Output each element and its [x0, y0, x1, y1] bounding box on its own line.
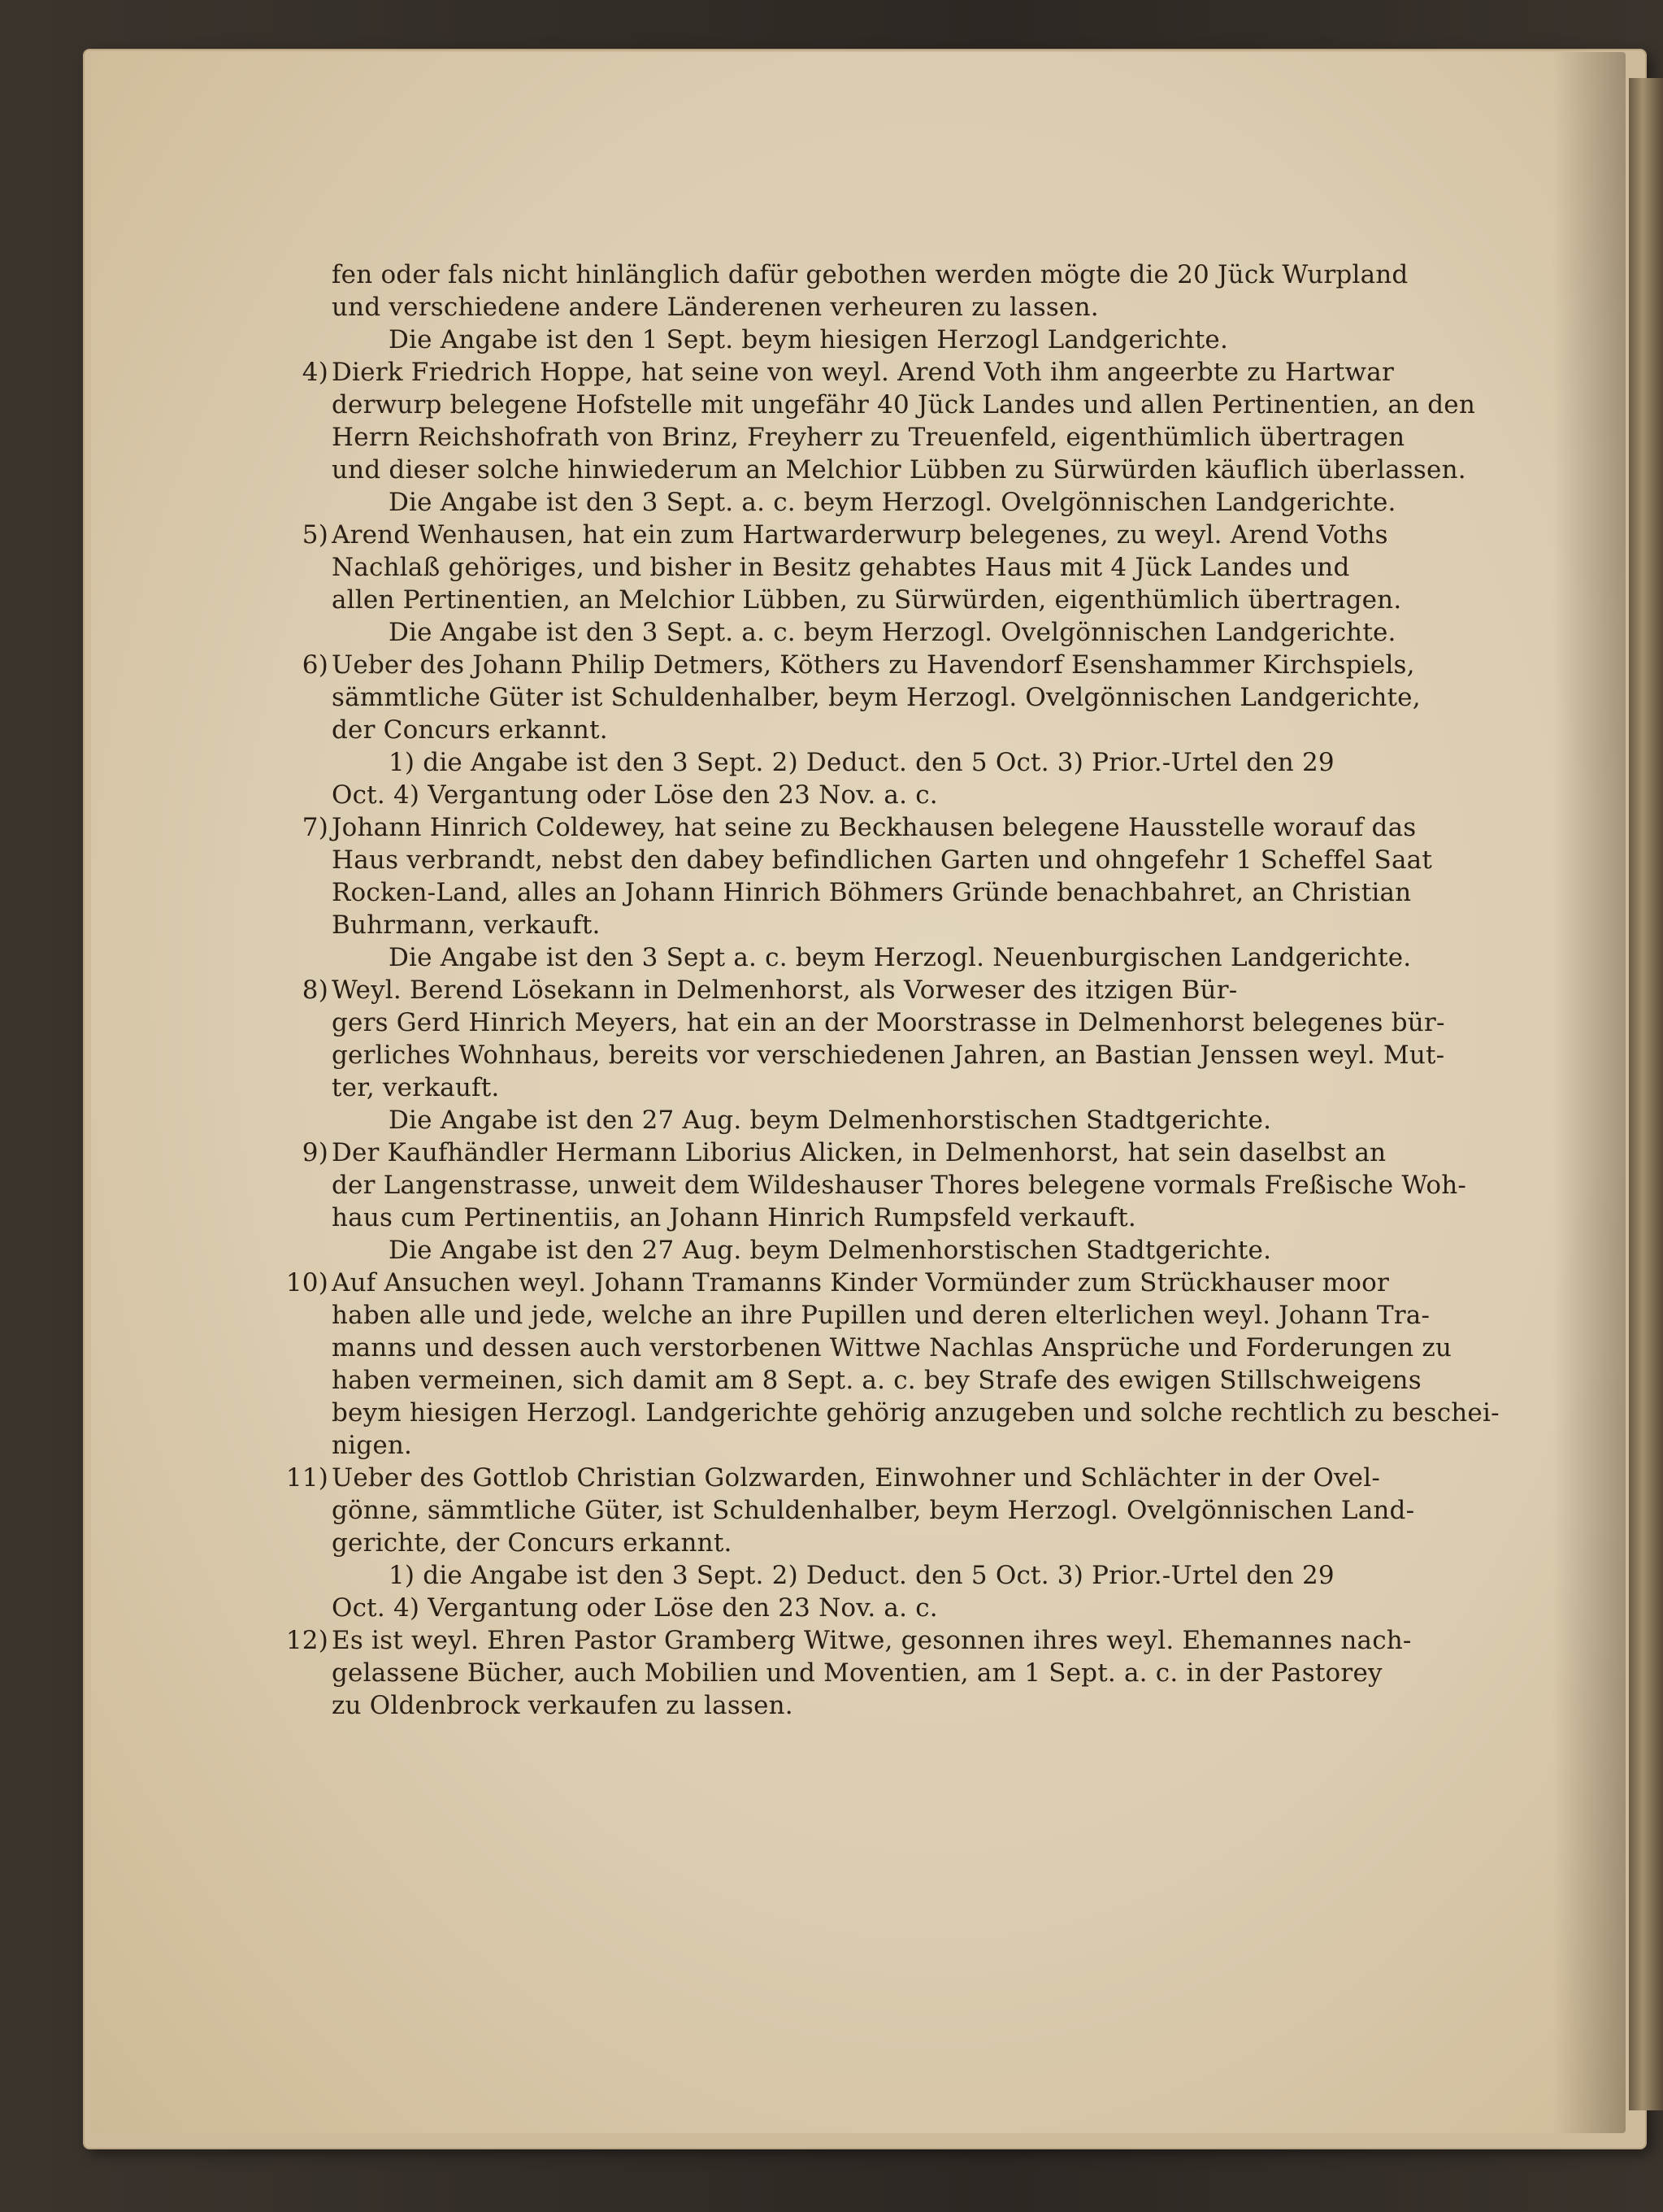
line-text: fen oder fals nicht hinlänglich dafür gebothen werden mögte die 20 Jück Wurpland — [332, 260, 1409, 289]
entry-number: 4) — [302, 358, 328, 387]
line-text: beym hiesigen Herzogl. Landgerichte gehörig anzugeben und solche rechtlich zu beschei- — [332, 1398, 1500, 1428]
text-line — [332, 876, 1567, 909]
line-text: Dierk Friedrich Hoppe, hat seine von weyl. Arend Voth ihm angeerbte zu Hartwar — [332, 358, 1394, 387]
line-text: und dieser solche hinwiederum an Melchior Lübben zu Sürwürden käuflich überlassen. — [332, 455, 1466, 485]
text-line — [332, 779, 1567, 811]
text-line — [332, 486, 1567, 519]
line-text: Ueber des Johann Philip Detmers, Köthers zu Havendorf Esenshammer Kirchspiels, — [332, 650, 1415, 680]
line-text: haben vermeinen, sich damit am 8 Sept. a. c. bey Strafe des ewigen Stillschweigens — [332, 1366, 1422, 1395]
line-text: gönne, sämmtliche Güter, ist Schuldenhalber, beym Herzogl. Ovelgönnischen Land- — [332, 1496, 1415, 1525]
text-line — [332, 1332, 1567, 1364]
text-line — [302, 356, 1567, 389]
text-line — [332, 454, 1567, 486]
line-text: Es ist weyl. Ehren Pastor Gramberg Witwe, gesonnen ihres weyl. Ehemannes nach- — [332, 1626, 1412, 1655]
text-line — [332, 291, 1567, 324]
line-text: ter, verkauft. — [332, 1073, 500, 1102]
text-line — [332, 1006, 1567, 1039]
line-text: Die Angabe ist den 27 Aug. beym Delmenhorstischen Stadtgerichte. — [389, 1236, 1272, 1265]
text-line — [332, 389, 1567, 421]
line-text: Auf Ansuchen weyl. Johann Tramanns Kinder Vormünder zum Strückhauser moor — [332, 1268, 1390, 1297]
line-text: und verschiedene andere Länderenen verheuren zu lassen. — [332, 293, 1099, 322]
line-text: Haus verbrandt, nebst den dabey befindlichen Garten und ohngefehr 1 Scheffel Saat — [332, 845, 1432, 875]
text-line — [332, 681, 1567, 714]
text-line — [332, 324, 1567, 356]
text-line — [332, 941, 1567, 974]
text-line — [332, 259, 1567, 291]
text-line — [332, 714, 1567, 746]
line-text: allen Pertinentien, an Melchior Lübben, zu Sürwürden, eigenthümlich übertragen. — [332, 585, 1402, 615]
text-line — [332, 1234, 1567, 1267]
line-text: Arend Wenhausen, hat ein zum Hartwarderwurp belegenes, zu weyl. Arend Voths — [332, 520, 1388, 550]
entry-number: 10) — [285, 1268, 328, 1297]
line-text: der Concurs erkannt. — [332, 715, 608, 745]
line-text: Nachlaß gehöriges, und bisher in Besitz gehabtes Haus mit 4 Jück Landes und — [332, 553, 1350, 582]
text-line — [285, 1462, 1567, 1494]
text-line — [332, 844, 1567, 876]
text-line — [332, 1689, 1567, 1722]
line-text: Die Angabe ist den 27 Aug. beym Delmenhorstischen Stadtgerichte. — [389, 1106, 1272, 1135]
entry-number: 5) — [302, 520, 328, 550]
line-text: 1) die Angabe ist den 3 Sept. 2) Deduct. den 5 Oct. 3) Prior.-Urtel den 29 — [389, 1561, 1335, 1590]
line-text: Oct. 4) Vergantung oder Löse den 23 Nov. a. c. — [332, 1593, 938, 1623]
entry-number: 12) — [285, 1626, 328, 1655]
text-line — [285, 1624, 1567, 1657]
line-text: Oct. 4) Vergantung oder Löse den 23 Nov. a. c. — [332, 780, 938, 810]
line-text: haben alle und jede, welche an ihre Pupillen und deren elterlichen weyl. Johann Tra- — [332, 1301, 1431, 1330]
text-line — [332, 1494, 1567, 1527]
text-line — [332, 1104, 1567, 1136]
text-line — [332, 909, 1567, 941]
text-line — [332, 1039, 1567, 1071]
text-line — [332, 1202, 1567, 1234]
text-line — [302, 649, 1567, 681]
text-line — [332, 616, 1567, 649]
line-text: Die Angabe ist den 3 Sept a. c. beym Herzogl. Neuenburgischen Landgerichte. — [389, 943, 1412, 972]
text-line — [332, 1169, 1567, 1202]
line-text: gelassene Bücher, auch Mobilien und Moventien, am 1 Sept. a. c. in der Pastorey — [332, 1658, 1383, 1688]
text-line — [332, 1657, 1567, 1689]
text-line — [332, 551, 1567, 584]
line-text: gerichte, der Concurs erkannt. — [332, 1528, 732, 1558]
text-line — [332, 1559, 1567, 1592]
text-line — [332, 421, 1567, 454]
line-text: gers Gerd Hinrich Meyers, hat ein an der Moorstrasse in Delmenhorst belegenes bür- — [332, 1008, 1445, 1037]
text-line — [332, 1299, 1567, 1332]
text-line — [302, 974, 1567, 1006]
text-line — [332, 1527, 1567, 1559]
text-line — [332, 584, 1567, 616]
line-text: Johann Hinrich Coldewey, hat seine zu Beckhausen belegene Hausstelle worauf das — [332, 813, 1417, 842]
text-line — [302, 811, 1567, 844]
line-text: Buhrmann, verkauft. — [332, 910, 601, 940]
line-text: Der Kaufhändler Hermann Liborius Alicken, in Delmenhorst, hat sein daselbst an — [332, 1138, 1387, 1167]
text-line — [332, 1397, 1567, 1429]
entry-number: 6) — [302, 650, 328, 680]
line-text: derwurp belegene Hofstelle mit ungefähr 40 Jück Landes und allen Pertinentien, an den — [332, 390, 1475, 419]
line-text: sämmtliche Güter ist Schuldenhalber, beym Herzogl. Ovelgönnischen Landgerichte, — [332, 683, 1421, 712]
line-text: Herrn Reichshofrath von Brinz, Freyherr zu Treuenfeld, eigenthümlich übertragen — [332, 423, 1405, 452]
line-text: Die Angabe ist den 3 Sept. a. c. beym Herzogl. Ovelgönnischen Landgerichte. — [389, 488, 1396, 517]
entry-number: 8) — [302, 976, 328, 1005]
line-text: der Langenstrasse, unweit dem Wildeshauser Thores belegene vormals Freßische Woh- — [332, 1171, 1467, 1200]
text-line — [302, 1136, 1567, 1169]
line-text: 1) die Angabe ist den 3 Sept. 2) Deduct. den 5 Oct. 3) Prior.-Urtel den 29 — [389, 748, 1335, 777]
line-text: manns und dessen auch verstorbenen Wittwe Nachlas Ansprüche und Forderungen zu — [332, 1333, 1452, 1362]
text-line — [332, 1364, 1567, 1397]
book-edge — [1629, 78, 1663, 2110]
entry-number: 7) — [302, 813, 328, 842]
line-text: Die Angabe ist den 1 Sept. beym hiesigen Herzogl Landgerichte. — [389, 325, 1229, 354]
entry-number: 11) — [285, 1463, 328, 1493]
line-text: nigen. — [332, 1431, 413, 1460]
text-line — [332, 746, 1567, 779]
line-text: haus cum Pertinentiis, an Johann Hinrich Rumpsfeld verkauft. — [332, 1203, 1136, 1232]
line-text: Weyl. Berend Lösekann in Delmenhorst, als Vorweser des itzigen Bür- — [332, 976, 1238, 1005]
document-text — [285, 259, 1567, 1722]
line-text: Die Angabe ist den 3 Sept. a. c. beym Herzogl. Ovelgönnischen Landgerichte. — [389, 618, 1396, 647]
line-text: Rocken-Land, alles an Johann Hinrich Böhmers Gründe benachbahret, an Christian — [332, 878, 1412, 907]
line-text: gerliches Wohnhaus, bereits vor verschiedenen Jahren, an Bastian Jenssen weyl. Mut- — [332, 1041, 1445, 1070]
text-line — [285, 1267, 1567, 1299]
line-text: Ueber des Gottlob Christian Golzwarden, Einwohner und Schlächter in der Ovel- — [332, 1463, 1380, 1493]
entry-number: 9) — [302, 1138, 328, 1167]
text-line — [302, 519, 1567, 551]
line-text: zu Oldenbrock verkaufen zu lassen. — [332, 1691, 793, 1720]
text-line — [332, 1071, 1567, 1104]
text-line — [332, 1429, 1567, 1462]
text-line — [332, 1592, 1567, 1624]
